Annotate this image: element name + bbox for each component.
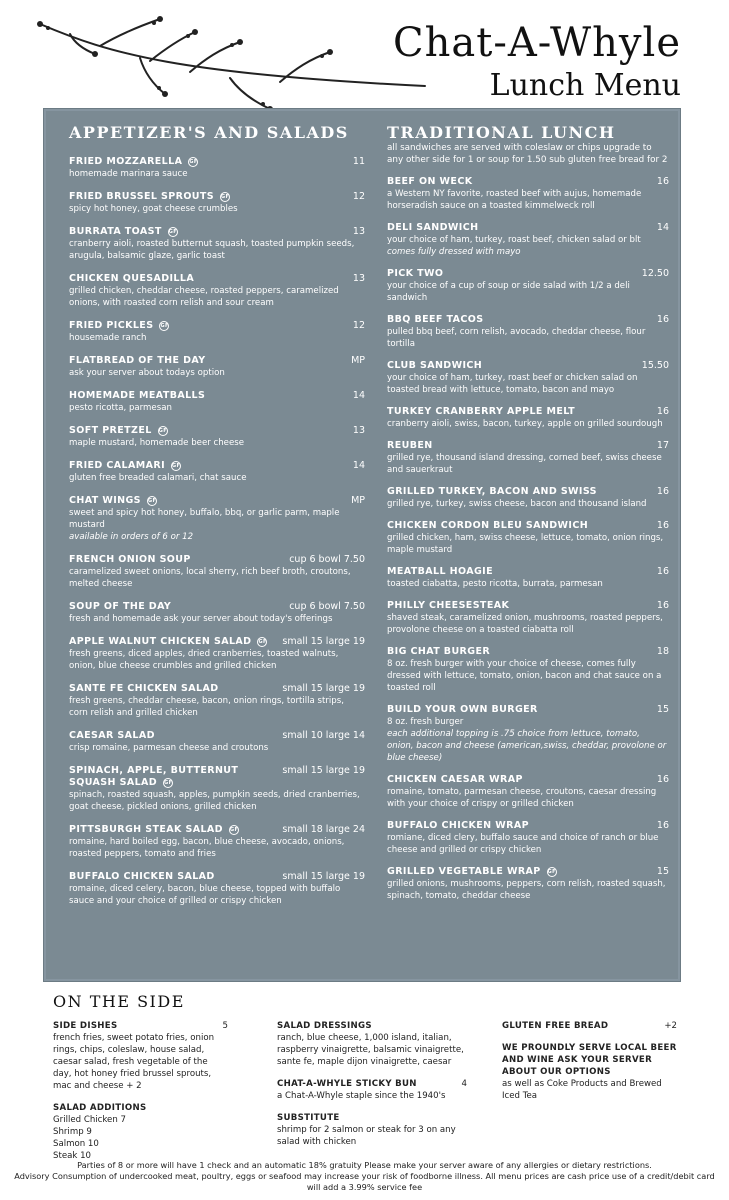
menu-item-header [387,486,669,498]
menu-item-name [387,440,433,452]
branch-illustration [30,14,430,114]
menu-item [69,683,365,719]
menu-item-price: 16 [656,774,669,785]
menu-item-name [69,636,267,648]
menu-item-header [69,355,365,367]
menu-item-name [69,554,191,566]
gluten-free-icon: GF [547,868,556,875]
menu-item-name-text: FRIED PICKLES [69,320,154,331]
gluten-free-icon: GF [172,462,181,469]
menu-item-desc: grilled chicken, cheddar cheese, roasted peppers, caramelized onions, with roasted corn relish and sour cream [69,286,339,308]
menu-item-header [69,683,365,695]
menu-item-header [387,866,669,878]
substitute-name: SUBSTITUTE [277,1113,340,1123]
menu-item-desc: your choice of ham, turkey, roast beef, chicken salad or blt [387,235,641,245]
menu-panel [43,108,681,982]
menu-item-desc: shaved steak, caramelized onion, mushrooms, roasted peppers, provolone cheese on a toasted ciabatta roll [387,613,663,635]
menu-item-price: MP [351,355,365,366]
menu-item-desc: crisp romaine, parmesan cheese and croutons [69,743,269,753]
menu-item-header [387,360,669,372]
appetizers-heading: APPETIZER'S AND SALADS [69,123,349,142]
menu-item-header [387,566,669,578]
menu-item [69,554,365,590]
menu-item-name [69,824,239,836]
menu-item [69,636,365,672]
menu-item-header [69,226,365,238]
menu-item-header [69,765,365,789]
menu-item-desc: housemade ranch [69,333,147,343]
menu-item-name-text: BUFFALO CHICKEN WRAP [387,820,529,831]
menu-item [69,871,365,907]
menu-item-header [69,460,365,472]
menu-item-name-text: FRIED MOZZARELLA [69,156,183,167]
gluten-free-block [502,1020,677,1032]
menu-item-name [69,871,215,883]
menu-item-name [387,774,523,786]
menu-item-price: 16 [656,520,669,531]
menu-item-price: 13 [352,273,365,284]
menu-item-name [69,273,194,285]
menu-item-price: 16 [656,486,669,497]
menu-item-name-text: PHILLY CHEESESTEAK [387,600,510,611]
menu-item [387,774,669,810]
menu-item-desc: ask your server about todays option [69,368,225,378]
substitute-desc: shrimp for 2 salmon or steak for 3 on any salad with chicken [277,1125,456,1147]
menu-item-price: small 15 large 19 [282,636,365,647]
menu-item-price: 16 [656,600,669,611]
menu-item-header [69,601,365,613]
gluten-free-icon: GF [258,638,267,645]
menu-item-header [387,774,669,786]
menu-item-header [69,554,365,566]
salad-addition-line: Shrimp 9 [53,1127,92,1137]
menu-item-price: 16 [656,820,669,831]
menu-item-price: 15.50 [641,360,669,371]
side-dishes-block [53,1020,228,1092]
menu-item-name [387,646,490,658]
appetizers-list [69,156,365,907]
menu-item-header [387,646,669,658]
menu-item-name-text: SOFT PRETZEL [69,425,152,436]
menu-item-price: small 18 large 24 [282,824,365,835]
local-beer-name: WE PROUNDLY SERVE LOCAL BEER AND WINE ASK YOUR SERVER ABOUT OUR OPTIONS [502,1043,677,1077]
menu-item-desc: your choice of ham, turkey, roast beef or chicken salad on toasted bread with lettuce, tomato, bacon and mayo [387,373,638,395]
menu-item-desc: grilled rye, thousand island dressing, corned beef, swiss cheese and sauerkraut [387,453,662,475]
menu-item [69,425,365,449]
menu-item-header [387,600,669,612]
menu-item-name-text: REUBEN [387,440,433,451]
menu-item [387,222,669,258]
menu-item-price: small 10 large 14 [282,730,365,741]
menu-item [387,566,669,590]
menu-item-name [69,601,171,613]
appetizers-column [69,123,365,918]
salad-dressings-block [277,1020,467,1068]
gluten-free-name: GLUTEN FREE BREAD [502,1021,609,1031]
restaurant-name: Chat-A-Whyle [393,20,681,66]
menu-item-price: 16 [656,406,669,417]
menu-item-name [387,566,493,578]
menu-item [387,360,669,396]
menu-item-desc: sweet and spicy hot honey, buffalo, bbq, or garlic parm, maple mustard [69,508,340,530]
menu-item-price: 15 [656,704,669,715]
menu-item-name-text: BUILD YOUR OWN BURGER [387,704,538,715]
menu-item [69,156,365,180]
menu-item-header [387,314,669,326]
menu-item-name-text: BURRATA TOAST [69,226,162,237]
menu-item-price: 17 [656,440,669,451]
menu-item-price: small 15 large 19 [282,683,365,694]
menu-item-name [69,390,205,402]
salad-dressings-desc: ranch, blue cheese, 1,000 island, italian, raspberry vinaigrette, balsamic vinaigrette, sante fe, maple dijon vinaigrette, caesar [277,1033,464,1067]
substitute-block [277,1112,467,1148]
menu-item-name [387,222,478,234]
menu-item-desc: a Western NY favorite, roasted beef with aujus, homemade horseradish sauce on a toasted kimmelweck roll [387,189,642,211]
menu-item-desc: your choice of a cup of soup or side salad with 1/2 a deli sandwich [387,281,630,303]
side-dishes-name: SIDE DISHES [53,1021,118,1031]
menu-item-price: 12.50 [641,268,669,279]
menu-item [387,520,669,556]
menu-item-desc: grilled onions, mushrooms, peppers, corn relish, roasted squash, spinach, tomato, cheddar cheese [387,879,666,901]
menu-item-price: 14 [656,222,669,233]
menu-item-name [69,226,178,238]
menu-item-name-text: FRIED BRUSSEL SPROUTS [69,191,215,202]
menu-item-name-text: FRENCH ONION SOUP [69,554,191,565]
menu-item-desc: romiane, diced clery, buffalo sauce and choice of ranch or blue cheese and grilled or crispy chicken [387,833,659,855]
menu-item-name-text: CLUB SANDWICH [387,360,483,371]
menu-item-price: 18 [656,646,669,657]
menu-item-header [387,520,669,532]
lunch-list [387,176,669,902]
menu-item-price: 16 [656,314,669,325]
menu-item [387,486,669,510]
menu-item-desc: maple mustard, homemade beer cheese [69,438,245,448]
lunch-note: all sandwiches are served with coleslaw or chips upgrade to any other side for 1 or soup for 1.50 sub gluten free bread for 2 [387,143,668,165]
lunch-heading: TRADITIONAL LUNCH [387,123,616,142]
salad-dressings-name: SALAD DRESSINGS [277,1021,372,1031]
menu-item-name [69,460,181,472]
menu-item-name [387,406,575,418]
menu-item-desc: pulled bbq beef, corn relish, avocado, cheddar cheese, flour tortilla [387,327,646,349]
menu-item-name [69,683,219,695]
side-col-1 [53,1020,228,1172]
menu-item [69,765,365,813]
menu-item-desc: grilled rye, turkey, swiss cheese, bacon and thousand island [387,499,647,509]
menu-item-name-text: PICK TWO [387,268,444,279]
menu-item-name [69,191,230,203]
menu-item-header [69,191,365,203]
menu-item-price: 13 [352,226,365,237]
menu-item-name-text: CHICKEN QUESADILLA [69,273,195,284]
sticky-bun-block [277,1078,467,1102]
menu-item-desc: toasted ciabatta, pesto ricotta, burrata, parmesan [387,579,603,589]
salad-additions-name: SALAD ADDITIONS [53,1103,147,1113]
menu-item [69,460,365,484]
menu-item-desc: cranberry aioli, swiss, bacon, turkey, apple on grilled sourdough [387,419,663,429]
menu-item-name-text: HOMEMADE MEATBALLS [69,390,206,401]
local-beer-desc: as well as Coke Products and Brewed Iced Tea [502,1079,662,1101]
menu-item-note: each additional topping is .75 choice from lettuce, tomato, onion, bacon and cheese (american,swiss, cheddar, provolone or blue cheese) [387,729,667,763]
menu-item-name-text: GRILLED TURKEY, BACON AND SWISS [387,486,597,497]
menu-item-note: comes fully dressed with mayo [387,247,521,257]
menu-item [387,704,669,764]
side-col-2 [277,1020,467,1158]
menu-item-desc: fresh and homemade ask your server about today's offerings [69,614,333,624]
menu-item-header [69,390,365,402]
menu-item-name [387,176,472,188]
menu-item-desc: cranberry aioli, roasted butternut squash, toasted pumpkin seeds, arugula, balsamic glaze, garlic toast [69,239,355,261]
menu-item [69,273,365,309]
menu-item-price: 14 [352,460,365,471]
menu-item-name [387,520,588,532]
menu-item-desc: spinach, roasted squash, apples, pumpkin seeds, dried cranberries, goat cheese, pickled onions, grilled chicken [69,790,360,812]
menu-item-desc: 8 oz. fresh burger [387,717,464,727]
menu-item-desc: homemade marinara sauce [69,169,188,179]
side-col-3 [502,1020,677,1112]
menu-item [387,440,669,476]
gluten-free-icon: GF [168,228,178,235]
menu-item-name-text: CAESAR SALAD [69,730,155,741]
menu-item-name [387,314,483,326]
menu-item-desc: pesto ricotta, parmesan [69,403,172,413]
menu-item-desc: fresh greens, cheddar cheese, bacon, onion rings, tortilla strips, corn relish and grilled chicken [69,696,344,718]
menu-item-price: small 15 large 19 [282,765,365,776]
menu-item-name [69,765,276,789]
menu-item-name-text: BBQ BEEF TACOS [387,314,484,325]
menu-item-price: 16 [656,566,669,577]
menu-item-price: 13 [352,425,365,436]
menu-item-header [387,222,669,234]
menu-item-header [69,495,365,507]
menu-item [387,820,669,856]
menu-item-name [69,495,157,507]
menu-item-name-text: CHAT WINGS [69,495,141,506]
menu-item-note: available in orders of 6 or 12 [69,532,194,542]
gluten-free-icon: GF [158,427,168,434]
sticky-bun-desc: a Chat-A-Whyle staple since the 1940's [277,1091,446,1101]
menu-item-name [387,268,443,280]
footer-advisory: Advisory Consumption of undercooked meat, poultry, eggs or seafood may increase your risk of foodborne illness. All menu prices are cash price use of a credit/debit card will add a 3.99% service fee [14,1171,715,1192]
menu-footer [10,1160,719,1193]
menu-item-price: MP [351,495,365,506]
menu-item-name [387,704,538,716]
menu-item-price: 16 [656,176,669,187]
menu-item-desc: spicy hot honey, goat cheese crumbles [69,204,238,214]
menu-item [387,646,669,694]
menu-item-name [69,425,168,437]
menu-item-name [387,866,557,878]
menu-item-name [387,820,529,832]
menu-item-header [69,320,365,332]
menu-item [69,730,365,754]
menu-item-header [387,406,669,418]
menu-item-name [387,486,597,498]
salad-addition-line: Salmon 10 [53,1139,99,1149]
menu-item-desc: romaine, diced celery, bacon, blue cheese, topped with buffalo sauce and your choice of grilled or crispy chicken [69,884,341,906]
sticky-bun-price: 4 [461,1079,467,1089]
menu-item-header [387,440,669,452]
menu-item-header [387,176,669,188]
menu-item [387,406,669,430]
menu-item-name-text: APPLE WALNUT CHICKEN SALAD [69,636,252,647]
menu-item-desc: gluten free breaded calamari, chat sauce [69,473,247,483]
gluten-free-icon: GF [160,322,169,329]
menu-item-name-text: FLATBREAD OF THE DAY [69,355,206,366]
menu-item-header [387,268,669,280]
menu-item-price: 12 [352,320,365,331]
gluten-free-price: +2 [664,1021,677,1031]
menu-item-header [69,871,365,883]
menu-item [387,866,669,902]
menu-item-name [69,355,206,367]
menu-item-desc: 8 oz. fresh burger with your choice of cheese, comes fully dressed with lettuce, tomato, onion, bacon and chat sauce on a toasted roll [387,659,662,693]
menu-item-name [69,156,198,168]
menu-item-price: small 15 large 19 [282,871,365,882]
menu-item [69,390,365,414]
gluten-free-icon: GF [164,779,173,786]
salad-addition-line: Grilled Chicken 7 [53,1115,126,1125]
menu-item-name-text: SOUP OF THE DAY [69,601,172,612]
menu-item-name [387,360,482,372]
menu-item-name-text: FRIED CALAMARI [69,460,166,471]
gluten-free-icon: GF [221,193,230,200]
menu-item-price: 15 [656,866,669,877]
menu-item-name [387,600,509,612]
menu-item-name-text: MEATBALL HOAGIE [387,566,493,577]
menu-item-header [69,273,365,285]
menu-item-price: cup 6 bowl 7.50 [289,601,365,612]
menu-item-name-text: TURKEY CRANBERRY APPLE MELT [387,406,575,417]
menu-item [387,268,669,304]
menu-item-header [69,425,365,437]
menu-item-name-text: GRILLED VEGETABLE WRAP [387,866,541,877]
gluten-free-icon: GF [189,158,198,165]
local-beer-block [502,1042,677,1102]
menu-item [69,355,365,379]
menu-item-desc: romaine, tomato, parmesan cheese, croutons, caesar dressing with your choice of crispy or grilled chicken [387,787,657,809]
salad-additions-block [53,1102,228,1162]
menu-item [69,824,365,860]
salad-addition-line: Steak 10 [53,1151,92,1161]
footer-gratuity: Parties of 8 or more will have 1 check and an automatic 18% gratuity Please make your server aware of any allergies or dietary restrictions. [77,1160,652,1170]
menu-item [69,320,365,344]
menu-item [69,226,365,262]
menu-item-name-text: BIG CHAT BURGER [387,646,491,657]
menu-subtitle: Lunch Menu [489,68,681,103]
menu-item-header [387,820,669,832]
on-the-side-heading: ON THE SIDE [53,992,185,1011]
side-dishes-desc: french fries, sweet potato fries, onion rings, chips, coleslaw, house salad, caesar salad, fresh vegetable of the day, hot honey fried brussel sprouts, mac and cheese + 2 [53,1033,215,1091]
menu-item-name-text: DELI SANDWICH [387,222,479,233]
menu-item [69,601,365,625]
menu-item-header [387,704,669,716]
menu-item-name-text: CHICKEN CORDON BLEU SANDWICH [387,520,589,531]
menu-item-desc: romaine, hard boiled egg, bacon, blue cheese, avocado, onions, roasted peppers, tomato and fries [69,837,345,859]
menu-item-name-text: BEEF ON WECK [387,176,473,187]
menu-item-desc: grilled chicken, ham, swiss cheese, lettuce, tomato, onion rings, maple mustard [387,533,664,555]
menu-item [69,191,365,215]
sticky-bun-name: CHAT-A-WHYLE STICKY BUN [277,1079,417,1089]
gluten-free-icon: GF [147,497,157,504]
menu-item [387,314,669,350]
gluten-free-icon: GF [229,826,239,833]
menu-item [69,495,365,543]
menu-item-name-text: CHICKEN CAESAR WRAP [387,774,523,785]
menu-item-name-text: BUFFALO CHICKEN SALAD [69,871,215,882]
menu-item-header [69,156,365,168]
menu-item-price: 14 [352,390,365,401]
menu-item-desc: caramelized sweet onions, local sherry, rich beef broth, croutons, melted cheese [69,567,351,589]
menu-item-price: 12 [352,191,365,202]
menu-item-name [69,730,155,742]
menu-header [393,20,681,103]
menu-item-header [69,636,365,648]
menu-item-name [69,320,169,332]
menu-item [387,176,669,212]
menu-item-header [69,824,365,836]
menu-item-name-text: PITTSBURGH STEAK SALAD [69,824,223,835]
side-dishes-price: 5 [222,1021,228,1031]
menu-item-name-text: SANTE FE CHICKEN SALAD [69,683,219,694]
lunch-column [387,123,669,912]
menu-item-desc: fresh greens, diced apples, dried cranberries, toasted walnuts, onion, blue cheese crumbles and grilled chicken [69,649,339,671]
menu-item-price: 11 [352,156,365,167]
menu-item-name-text: SPINACH, APPLE, BUTTERNUT SQUASH SALAD [69,765,239,788]
menu-item-header [69,730,365,742]
menu-item-price: cup 6 bowl 7.50 [289,554,365,565]
menu-item [387,600,669,636]
